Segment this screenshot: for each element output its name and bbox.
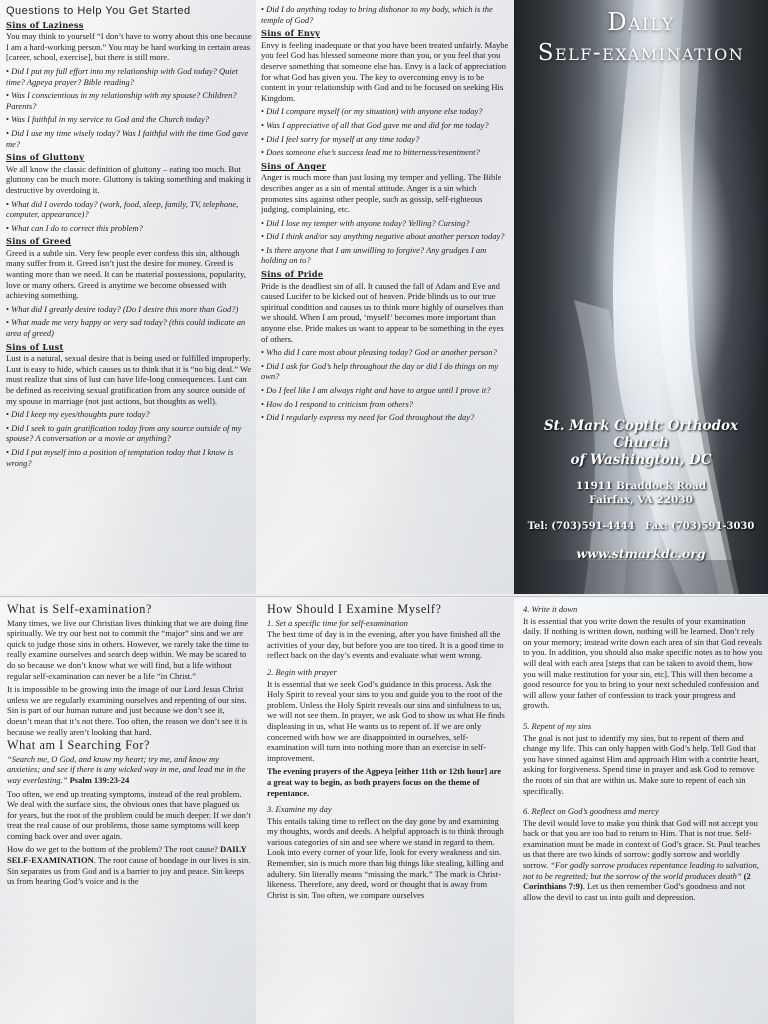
reflection-question: • What made me very happy or very sad today? (this could indicate an area of greed): [6, 317, 252, 338]
sin-heading: Sins of Gluttony: [6, 152, 85, 163]
reflection-question: • Did I put my full effort into my relationship with God today? Quiet time? Agpeya prayer? Bible reading?: [6, 66, 252, 87]
sin-heading: Sins of Pride: [261, 269, 324, 280]
sin-sections-list: [261, 28, 509, 423]
body-paragraph: Too often, we end up treating symptoms, instead of the real problem. We deal with the surface sins, the obvious ones that have plagued us for years, but the root of the problem could be much deeper. If we don’t treat the real cause of our problems, those same symptoms will keep coming back over and over again.: [7, 788, 251, 841]
section-heading-how: How Should I Examine Myself?: [267, 602, 442, 616]
sin-heading: Sins of Envy: [261, 28, 321, 39]
address-line2: Fairfax, VA 22030: [589, 494, 693, 506]
body-paragraph: [7, 844, 251, 886]
reflection-question: • Is there anyone that I am unwilling to forgive? Any grudges I am holding on to?: [261, 245, 509, 266]
sins-column: [261, 4, 509, 592]
reflection-question: • How do I respond to criticism from others?: [261, 399, 509, 410]
step-title: 3. Examine my day: [267, 804, 332, 815]
sin-description: Greed is a subtle sin. Very few people ever confess this sin, although many suffer from it. Greed isn’t just the desire for money. Greed is wanting more than we need. It can be material possessions, popularity, love or many others. Greed is anytime we become obsessed with achieving something.: [6, 247, 246, 301]
church-info: [514, 418, 768, 561]
phone-number: Tel: (703)591-4444: [527, 521, 635, 532]
cover-title-line1: Daily: [607, 8, 675, 36]
step-text: It is essential that we seek God’s guidance in this process. Ask the Holy Spirit to reveal your sins to you and guide you to the root of the problem. Unless the Holy Spirit reveals our sins and sinfulness to us, we will not see them. In prayer, we ask God to show us what He finds displeasing in us, what He wants us to repent of. If we are only concerned with how we are disappointed in ourselves, self-examination will turn into nothing more than an exercise in self-improvement.: [267, 678, 505, 763]
fax-number: Fax: (703)591-3030: [644, 521, 755, 532]
panel-bottom-right: [514, 598, 768, 1024]
body-text: . The root cause of bondage in our lives is sin. Sin separates us from God and is a barrier to joy and peace. Sin keeps us from hearing God’s voice and is the: [7, 855, 251, 887]
sin-heading: Sins of Anger: [261, 160, 327, 171]
scripture-quote: “For godly sorrow produces repentance leading to salvation, not to be regretted; but the sorrow of the world produces death”: [523, 860, 760, 881]
questions-column: [6, 6, 252, 592]
reflection-question: • Who did I care most about pleasing today? God or another person?: [261, 347, 509, 358]
step-text: The best time of day is in the evening, after you have finished all the activities of your day, but before you are too tired. It is a good time to reflect back on the day’s events and evaluate what went wrong.: [267, 629, 504, 661]
reflection-question: • Did I think and/or say anything negative about another person today?: [261, 231, 509, 242]
cover-panel: [514, 0, 768, 594]
step-text: [523, 818, 763, 903]
steps-column: [523, 604, 763, 1024]
continued-questions: [261, 4, 509, 25]
reflection-question: • Did I regularly express my need for God throughout the day?: [261, 412, 509, 423]
body-text: How do we get to the bottom of the problem? The root cause?: [7, 844, 220, 855]
sin-heading: Sins of Lust: [6, 341, 64, 352]
sin-description: Pride is the deadliest sin of all. It caused the fall of Adam and Eve and caused Lucifer to be kicked out of heaven. Pride blinds us to our true spiritual condition and causes us to think more highly of ourselves than we should. When I am proud, ‘myself’ becomes more important than anyone else. Pride makes us want to appear to be something in the eyes of others.: [261, 280, 504, 344]
address-line1: 11911 Braddock Road: [575, 480, 707, 492]
church-location: of Washington, DC: [570, 452, 712, 468]
sin-description: Anger is much more than just losing my temper and yelling. The Bible describes anger as a sin of mental attitude. Anger is a sin which promotes sins against other people, such as gossip, self-righteous judging, complaining, etc.: [261, 172, 502, 215]
step-text: The goal is not just to identify my sins, but to repent of them and change my life. This can only happen with God’s help. Tell God that you have sinned against Him and approach Him with a contrite heart, asking for forgiveness. Spend time in prayer and ask God to remove the roots of sin that are within us. Make sure to repent of each sin specifically.: [523, 732, 760, 796]
reflection-question: • Does someone else’s success lead me to bitterness/resentment?: [261, 147, 509, 158]
reflection-question: • Did I ask for God’s help throughout the day or did I do things on my own?: [261, 361, 509, 382]
quote-reference: (2 Corinthians 7:9): [523, 870, 751, 892]
reflection-question: • Was I appreciative of all that God gave me and did for me today?: [261, 120, 509, 131]
sin-description: We all know the classic definition of gluttony – eating too much. But gluttony can be much more. Gluttony is taking something and making it destructive by overdoing it.: [6, 163, 252, 195]
reflection-question: • Did I lose my temper with anyone today? Yelling? Cursing?: [261, 218, 509, 229]
sin-heading: Sins of Laziness: [6, 19, 84, 30]
quote-reference: Psalm 139:23-24: [69, 774, 130, 785]
step-text: This entails taking time to reflect on the day gone by and examining my thoughts, words and deeds. A helpful approach is to think through various categories of sin and see where we stand in regard to them. Look into every corner of your life, look for every weakness and sin. Remember, sin is much more than big things like stealing, killing and adultery. Sin literally means “missing the mark.” The mark is Christ-likeness. Therefore, any deed, word or thought that is away from Christ is sin. Too often, we compare ourselves: [267, 815, 504, 900]
step-title: 6. Reflect on God’s goodness and mercy: [523, 806, 659, 817]
sin-description: You may think to yourself “I don’t have to worry about this one because I am a hard-working person.” You may be hard working in certain areas [career, school, exercise], but there is still more.: [6, 31, 252, 63]
cover-title: [514, 6, 768, 68]
intro-column: [7, 602, 251, 1024]
method-column: [267, 602, 507, 1024]
section-heading-searching: What am I Searching For?: [7, 738, 150, 753]
section-heading-what-is: What is Self-examination?: [7, 602, 152, 616]
step-text: It is essential that you write down the results of your examination daily. If nothing is written down, nothing will be learned. Don’t rely on your memory; instead write down each area of sin that God reveals to you. In addition, you should also make specific notes as to how you will deal with each area [steps that can be taken to avoid them, how you will make restitution for your sin, etc]. This will then become a good resource for you to bring to your next scheduled confession and will allow your father of confession to track your progress and growth.: [523, 615, 763, 711]
intro-paragraph: It is impossible to be growing into the image of our Lord Jesus Christ unless we are regularly examining ourselves and repenting of our sins. Sin is part of our human nature and just because we don’t see it, doesn’t mean that it’s not there. Too often, the reason we don’t see it is because we really aren’t looking that hard.: [7, 684, 248, 737]
reflection-question: • Was I conscientious in my relationship with my spouse? Children? Parents?: [6, 90, 252, 111]
step-highlight: The evening prayers of the Agpeya [either 11th or 12th hour] are a great way to begin, as both prayers focus on the theme of repentance.: [267, 766, 501, 798]
panel-bottom-middle: [256, 598, 514, 1024]
website-link[interactable]: www.stmarkdc.org: [576, 546, 706, 561]
reflection-question: • What did I greatly desire today? (Do I desire this more than God?): [6, 304, 252, 315]
reflection-question: • Did I use my time wisely today? Was I faithful with the time God gave me?: [6, 128, 252, 149]
step-title: 2. Begin with prayer: [267, 666, 337, 677]
reflection-question: • Did I feel sorry for myself at any time today?: [261, 134, 509, 145]
sin-heading: Sins of Greed: [6, 236, 72, 247]
reflection-question: • Did I do anything today to bring dishonor to my body, which is the temple of God?: [261, 4, 509, 25]
step-title: 4. Write it down: [523, 604, 578, 614]
reflection-question: • Did I keep my eyes/thoughts pure today?: [6, 409, 252, 420]
reflection-question: • What did I overdo today? (work, food, sleep, family, TV, telephone, computer, appearance)?: [6, 199, 252, 220]
quote-text: “Search me, O God, and know my heart; try me, and know my anxieties; and see if there is any wicked way in me, and lead me in the way everlasting.”: [7, 753, 246, 785]
sin-sections-list: [6, 20, 252, 469]
body-text: . Let us then remember God’s goodness and not allow the devil to cast us into guilt and depression.: [523, 881, 745, 902]
scripture-quote: [7, 754, 251, 786]
step-title: 5. Repent of my sins: [523, 720, 592, 731]
step-title: 1. Set a specific time for self-examination: [267, 617, 408, 628]
reflection-question: • What can I do to correct this problem?: [6, 223, 252, 234]
reflection-question: • Did I put myself into a position of temptation today that I know is wrong?: [6, 447, 252, 468]
reflection-question: • Do I feel like I am always right and have to argue until I prove it?: [261, 385, 509, 396]
body-text: The devil would love to make you think that God will not accept you back or that you are too bad to return to Him. That is not true. Self-examination must be made in context of God’s grace. St. Paul teaches us that there are two kinds of sorrow: godly sorrow and worldly sorrow.: [523, 817, 761, 871]
panel-top-left: [0, 0, 256, 594]
panel-top-middle: [256, 0, 514, 594]
fold-divider: [0, 596, 768, 597]
reflection-question: • Did I compare myself (or my situation) with anyone else today?: [261, 106, 509, 117]
sin-description: Envy is feeling inadequate or that you have been treated unfairly. Maybe you feel God has blessed someone more than you, or you feel that you deserve something that someone else has. Envy is a lack of appreciation for what God has given you. The key to overcoming envy is to be content in your relationship with God and to be focused on seeking His Kingdom.: [261, 39, 509, 103]
intro-paragraph: Many times, we live our Christian lives thinking that we are doing fine spiritually. We try our best not to commit the “major” sins and we are quick to judge those sins in others. However, we rarely take the time to really examine ourselves and search deep within. We may be scared to do so because we don’t know what we will find, but a life without regular self-examination can never be a life “in Christ.”: [7, 617, 249, 681]
reflection-question: • Was I faithful in my service to God and the Church today?: [6, 114, 252, 125]
questions-heading: Questions to Help You Get Started: [6, 6, 191, 17]
emphasis-text: DAILY SELF-EXAMINATION: [7, 844, 247, 866]
church-name: St. Mark Coptic Orthodox Church: [543, 418, 739, 451]
panel-bottom-left: [0, 598, 256, 1024]
phone-fax: [514, 521, 768, 532]
reflection-question: • Did I seek to gain gratification today from any source outside of my spouse? A conversation or a movie or anything?: [6, 423, 252, 444]
cover-title-line2: Self-examination: [537, 40, 745, 66]
sin-description: Lust is a natural, sexual desire that is being used or fulfilled improperly. Lust is easy to hide, which causes us to think that it is “no big deal.” We must realize that sins of lust can have life-long consequences. Lust can be defined as receiving sexual gratification from any source outside of my spouse in marriage (not just actions, but thoughts as well).: [6, 353, 252, 406]
